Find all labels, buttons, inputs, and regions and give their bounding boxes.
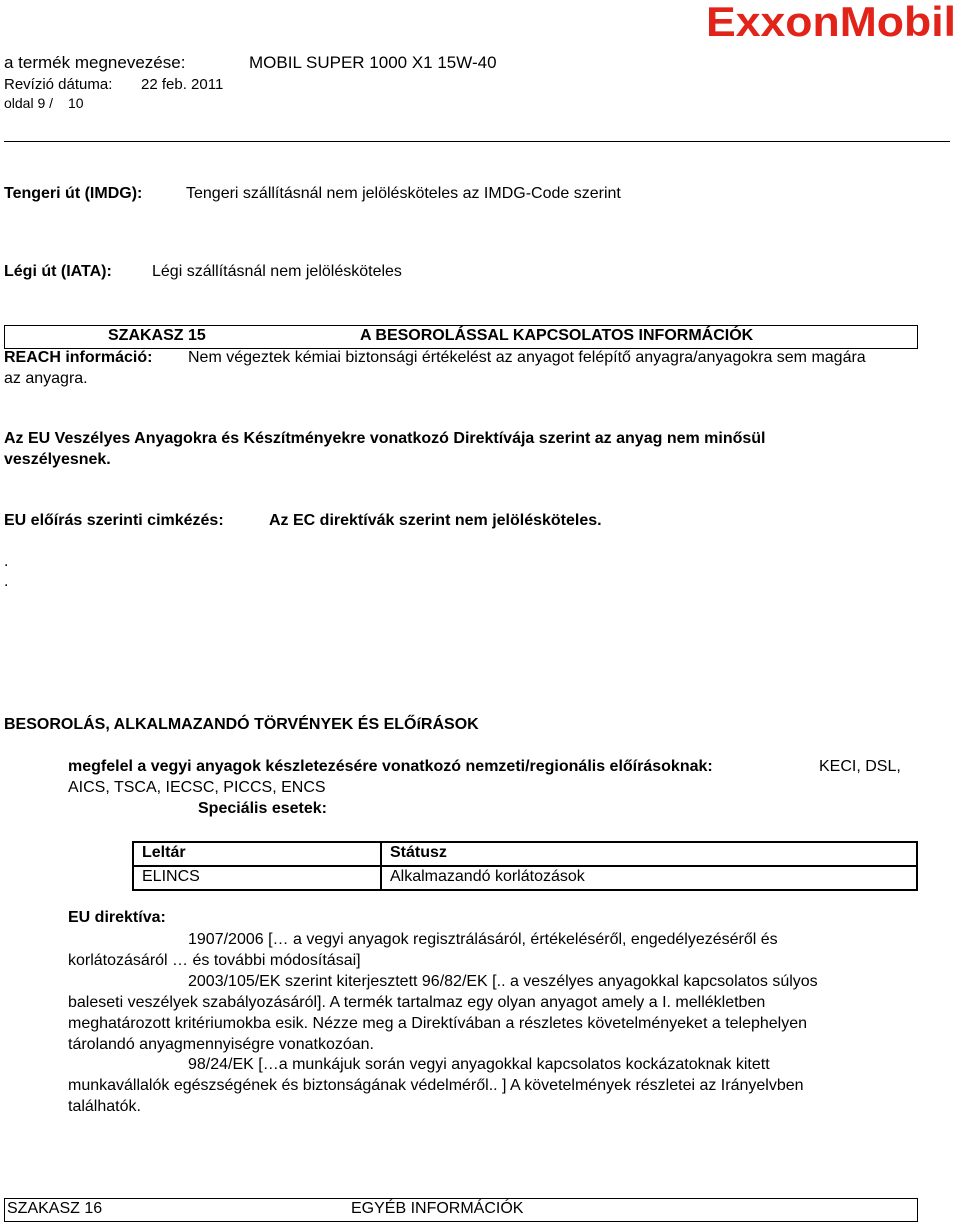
inventory-value-line-1: KECI, DSL,: [819, 758, 901, 775]
dot-line-1: .: [4, 553, 9, 570]
iata-label: Légi út (IATA):: [4, 263, 112, 280]
logo-text: ExxonMobil: [706, 2, 956, 42]
reach-text-line-2: az anyagra.: [4, 370, 88, 387]
section-16-title: EGYÉB INFORMÁCIÓK: [351, 1200, 524, 1217]
revision-label: Revízió dátuma:: [4, 76, 113, 93]
eu-directive-statement-line-2: veszélyesnek.: [4, 451, 111, 468]
directive-line-4: baleseti veszélyek szabályozásáról]. A termék tartalmaz egy olyan anyagot amely a I. mellékletben: [68, 994, 766, 1011]
eu-labeling-value: Az EC direktívák szerint nem jelölésköteles.: [269, 512, 602, 529]
section-15-header: [4, 325, 918, 349]
revision-date: 22 feb. 2011: [141, 76, 224, 93]
dot-line-2: .: [4, 573, 9, 590]
inventory-value-line-2: AICS, TSCA, IECSC, PICCS, ENCS: [68, 779, 326, 796]
exxonmobil-logo: [706, 2, 958, 42]
section-16-number: SZAKASZ 16: [7, 1200, 103, 1217]
table-header-row: [133, 842, 917, 866]
directive-line-5: meghatározott kritériumokba esik. Nézze meg a Direktívában a részletes követelményeket a telephelyen: [68, 1015, 808, 1032]
table-header-inventory: Leltár: [133, 842, 381, 866]
iata-value: Légi szállításnál nem jelölésköteles: [152, 263, 402, 280]
directive-line-1: 1907/2006 [… a vegyi anyagok regisztrálásáról, értékeléséről, engedélyezéséről és: [188, 931, 778, 948]
reach-text-line-1: Nem végeztek kémiai biztonsági értékelést az anyagot felépítő anyagra/anyagokra sem magára: [188, 349, 866, 366]
reach-label: REACH információ:: [4, 349, 153, 366]
imdg-value: Tengeri szállításnál nem jelölésköteles az IMDG-Code szerint: [186, 185, 621, 202]
directive-line-2: korlátozásáról … és további módosításai]: [68, 952, 361, 969]
directive-line-9: találhatók.: [68, 1098, 141, 1115]
inventory-table: [132, 841, 918, 891]
product-name: MOBIL SUPER 1000 X1 15W-40: [249, 53, 497, 72]
eu-directive-label: EU direktíva:: [68, 909, 166, 926]
directive-line-7: 98/24/EK […a munkájuk során vegyi anyagokkal kapcsolatos kockázatoknak kitett: [188, 1056, 770, 1073]
classification-heading: BESOROLÁS, ALKALMAZANDÓ TÖRVÉNYEK ÉS ELŐíRÁSOK: [4, 716, 479, 733]
page-total: 10: [68, 95, 84, 111]
directive-line-6: tárolandó anyagmennyiségre vonatkozóan.: [68, 1036, 374, 1053]
table-row: [133, 866, 917, 890]
imdg-label: Tengeri út (IMDG):: [4, 185, 143, 202]
table-header-status: Státusz: [381, 842, 917, 866]
section-16-header: [4, 1198, 918, 1222]
table-cell-status: Alkalmazandó korlátozások: [381, 866, 917, 890]
directive-line-3: 2003/105/EK szerint kiterjesztett 96/82/EK [.. a veszélyes anyagokkal kapcsolatos súlyos: [188, 973, 818, 990]
header-divider: [4, 141, 950, 142]
table-cell-inventory: ELINCS: [133, 866, 381, 890]
eu-directive-statement-line-1: Az EU Veszélyes Anyagokra és Készítményekre vonatkozó Direktívája szerint az anyag nem minősül: [4, 430, 766, 447]
inventory-label: megfelel a vegyi anyagok készletezésére vonatkozó nemzeti/regionális előírásoknak:: [68, 758, 713, 775]
eu-labeling-label: EU előírás szerinti cimkézés:: [4, 512, 224, 529]
page-label: oldal 9 /: [4, 95, 54, 111]
product-name-label: a termék megnevezése:: [4, 53, 186, 72]
special-cases-label: Speciális esetek:: [198, 800, 327, 817]
section-15-number: SZAKASZ 15: [108, 327, 206, 344]
directive-line-8: munkavállalók egészségének és biztonságának védelméről.. ] A követelmények részletei az Irányelvben: [68, 1077, 804, 1094]
section-15-title: A BESOROLÁSSAL KAPCSOLATOS INFORMÁCIÓK: [360, 327, 754, 344]
